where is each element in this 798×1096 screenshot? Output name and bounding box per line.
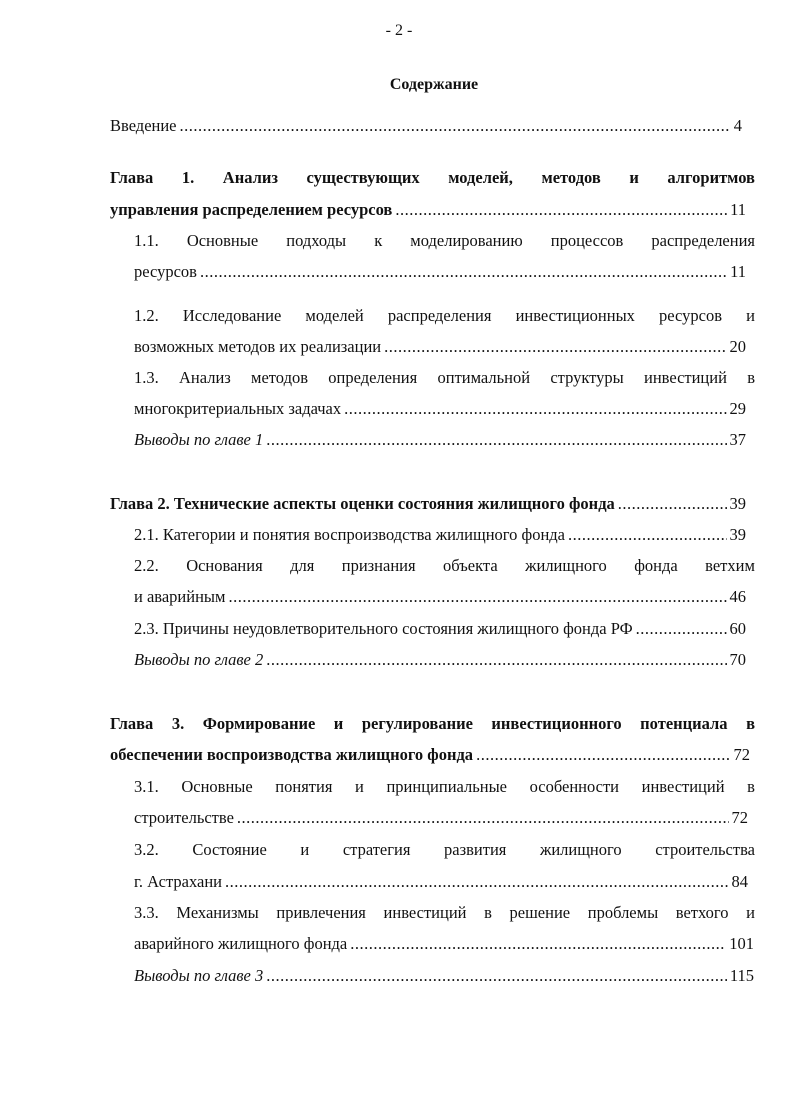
word: Основания [186,556,263,575]
word: определения [328,368,418,387]
word: регулирование [361,714,473,733]
word: понятия [275,777,333,796]
toc-title: Содержание [389,76,479,93]
entry-title: многокритериальных задачах [134,399,342,418]
entry-page: 37 [729,430,746,449]
word: 1.3. [134,368,159,387]
word: в [746,714,755,733]
toc-section-3-3-line1 [134,903,755,923]
leader-dots [237,808,729,828]
entry-title: управления распределением ресурсов [110,200,393,219]
entry-title: возможных методов их реализации [134,337,382,356]
word: инвестиций [383,903,467,922]
word: объекта [443,556,498,575]
toc-section-3-3-line2 [134,934,754,954]
word: ресурсов [659,306,722,325]
leader-dots [350,934,726,954]
entry-title: 2.1. Категории и понятия воспроизводства жилищного фонда [134,525,565,544]
toc-section-3-2-line2 [134,872,748,892]
entry-page: 72 [731,808,748,827]
word: признания [341,556,416,575]
word: принципиальные [386,777,507,796]
word: 1.1. [134,231,159,250]
entry-title: Глава 2. Технические аспекты оценки состояния жилищного фонда [110,494,615,513]
word: инвестиций [643,368,727,387]
word: ветхим [705,556,755,575]
leader-dots [225,872,729,892]
word: 3.2. [134,840,159,859]
entry-page: 11 [730,262,746,281]
leader-dots [266,650,726,670]
word: Глава [110,714,154,733]
entry-title: и аварийным [134,587,226,606]
word: привлечения [276,903,366,922]
toc-conclusions-1 [134,430,746,450]
toc-chapter-3-line2 [110,745,750,765]
entry-page: 72 [733,745,750,764]
word: 3.3. [134,903,159,922]
word: 2.2. [134,556,159,575]
word: инвестиционного [491,714,622,733]
word: Основные [186,231,259,250]
word: и [629,168,639,187]
word: развития [444,840,507,859]
word: ветхого [675,903,729,922]
entry-page: 84 [731,872,748,891]
entry-title: Выводы по главе 1 [134,430,264,449]
toc-chapter-2 [110,494,746,514]
leader-dots [636,619,727,639]
word: жилищного [525,556,607,575]
toc-section-1-3-line1 [134,368,755,388]
word: и [746,903,755,922]
toc-section-1-1-line2 [134,262,746,282]
toc-section-3-1-line2 [134,808,748,828]
leader-dots [618,494,727,514]
toc-section-2-3 [134,619,746,639]
leader-dots [395,200,727,220]
entry-title: Выводы по главе 2 [134,650,264,669]
word: и [300,840,310,859]
word: потенциала [640,714,728,733]
word: особенности [529,777,620,796]
word: Анализ [222,168,278,187]
word: методов [541,168,601,187]
leader-dots [568,525,727,545]
entry-page: 4 [733,116,742,135]
entry-title: обеспечении воспроизводства жилищного фонда [110,745,474,764]
leader-dots [476,745,730,765]
toc-chapter-3-line1 [110,714,755,734]
word: 3.1. [134,777,159,796]
word: существующих [306,168,420,187]
leader-dots [384,337,726,357]
toc-entry-introduction [110,116,742,136]
entry-page: 39 [729,525,746,544]
toc-section-1-2-line2 [134,337,746,357]
word: и [355,777,364,796]
leader-dots [180,116,731,136]
page-number: - 2 - [385,22,413,39]
entry-page: 29 [729,399,746,418]
entry-page: 70 [729,650,746,669]
toc-section-3-1-line1 [134,777,755,797]
entry-title: 2.3. Причины неудовлетворительного состояния жилищного фонда РФ [134,619,633,638]
word: Основные [181,777,253,796]
word: решение [509,903,571,922]
entry-title: строительстве [134,808,234,827]
entry-page: 101 [729,934,754,953]
entry-page: 60 [729,619,746,638]
word: структуры [550,368,624,387]
leader-dots [228,587,726,607]
word: моделей [305,306,364,325]
word: Механизмы [176,903,259,922]
leader-dots [344,399,726,419]
word: Исследование [182,306,282,325]
toc-conclusions-3 [134,966,754,986]
word: стратегия [342,840,411,859]
word: 1. [181,168,195,187]
entry-page: 20 [729,337,746,356]
toc-chapter-1-line1 [110,168,755,188]
word: и [746,306,755,325]
entry-title: Выводы по главе 3 [134,966,264,985]
leader-dots [200,262,727,282]
entry-title: аварийного жилищного фонда [134,934,348,953]
entry-title: ресурсов [134,262,197,281]
word: строительства [655,840,755,859]
word: в [747,777,755,796]
word: методов [251,368,309,387]
word: 3. [171,714,185,733]
leader-dots [266,430,726,450]
word: 1.2. [134,306,159,325]
entry-title: г. Астрахани [134,872,222,891]
word: распределения [651,231,755,250]
word: в [747,368,755,387]
word: моделированию [410,231,523,250]
word: Формирование [202,714,316,733]
word: к [374,231,383,250]
word: процессов [550,231,624,250]
toc-section-1-3-line2 [134,399,746,419]
toc-chapter-1-line2 [110,200,746,220]
word: инвестиционных [515,306,635,325]
entry-title: Введение [110,116,177,135]
toc-section-2-2-line1 [134,556,755,576]
toc-conclusions-2 [134,650,746,670]
word: для [290,556,315,575]
word: распределения [387,306,492,325]
entry-page: 115 [729,966,754,985]
toc-section-2-1 [134,525,746,545]
entry-page: 46 [729,587,746,606]
entry-page: 39 [729,494,746,513]
word: Анализ [179,368,231,387]
entry-page: 11 [730,200,746,219]
word: моделей, [448,168,513,187]
word: в [484,903,492,922]
word: оптимальной [437,368,531,387]
word: жилищного [539,840,622,859]
word: проблемы [587,903,659,922]
toc-section-1-1-line1 [134,231,755,251]
word: и [333,714,344,733]
word: Состояние [192,840,267,859]
toc-section-1-2-line1 [134,306,755,326]
word: инвестиций [641,777,725,796]
word: фонда [634,556,678,575]
word: Глава [110,168,154,187]
toc-section-3-2-line1 [134,840,755,860]
leader-dots [266,966,727,986]
toc-section-2-2-line2 [134,587,746,607]
word: алгоритмов [667,168,755,187]
word: подходы [286,231,347,250]
